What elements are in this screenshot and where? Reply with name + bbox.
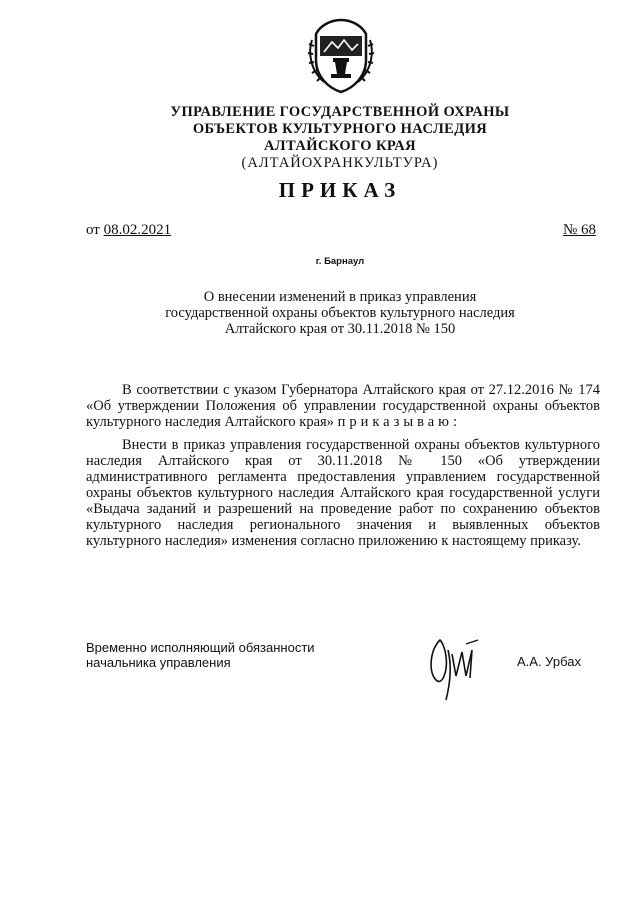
role-line-2: начальника управления xyxy=(86,655,231,670)
altai-krai-coat-of-arms-icon xyxy=(306,16,376,94)
document-title: ПРИКАЗ xyxy=(278,178,402,202)
org-line-3: АЛТАЙСКОГО КРАЯ xyxy=(263,138,417,154)
body-paragraph-2: Внести в приказ управления государственной охраны объектов культурного наследия Алтайского края от 30.11.2018 № 150 «Об утверждении административного регламента предоставления управлением государственной охраны объектов культурного наследия Алтайского края государственной услуги «Выдача заданий и разрешений на проведение работ по сохранению объектов культурного наследия регионального значения и выявленных объектов культурного наследия» изменения согласно приложению к настоящему приказу. xyxy=(86,437,600,549)
document-subject xyxy=(0,289,640,337)
organization-name xyxy=(0,104,640,172)
body-paragraph-1 xyxy=(86,382,600,430)
subject-line-2: государственной охраны объектов культурного наследия xyxy=(165,305,515,321)
handwritten-signature-icon xyxy=(426,632,486,702)
document-number xyxy=(563,222,596,239)
org-line-2: ОБЪЕКТОВ КУЛЬТУРНОГО НАСЛЕДИЯ xyxy=(192,121,488,137)
document-city: г. Барнаул xyxy=(315,256,365,267)
role-line-1: Временно исполняющий обязанности xyxy=(86,640,315,655)
org-line-1: УПРАВЛЕНИЕ ГОСУДАРСТВЕННОЙ ОХРАНЫ xyxy=(170,104,510,120)
date-value: 08.02.2021 xyxy=(103,222,172,238)
subject-line-1: О внесении изменений в приказ управления xyxy=(203,289,477,305)
paragraph-1-text: В соответствии с указом Губернатора Алтайского края от 27.12.2016 № 174 «Об утверждении Положения об управлении государственной охраны объектов культурного наследия Алтайского края» xyxy=(86,382,600,430)
signatory-name: А.А. Урбах xyxy=(517,654,581,669)
document-date xyxy=(86,222,171,239)
signatory-role xyxy=(86,640,315,670)
org-abbreviation: (АЛТАЙОХРАНКУЛЬТУРА) xyxy=(241,155,439,171)
number-value: № 68 xyxy=(562,222,596,238)
order-word: приказываю: xyxy=(337,414,462,430)
date-prefix: от xyxy=(86,222,100,238)
subject-line-3: Алтайского края от 30.11.2018 № 150 xyxy=(224,321,456,337)
